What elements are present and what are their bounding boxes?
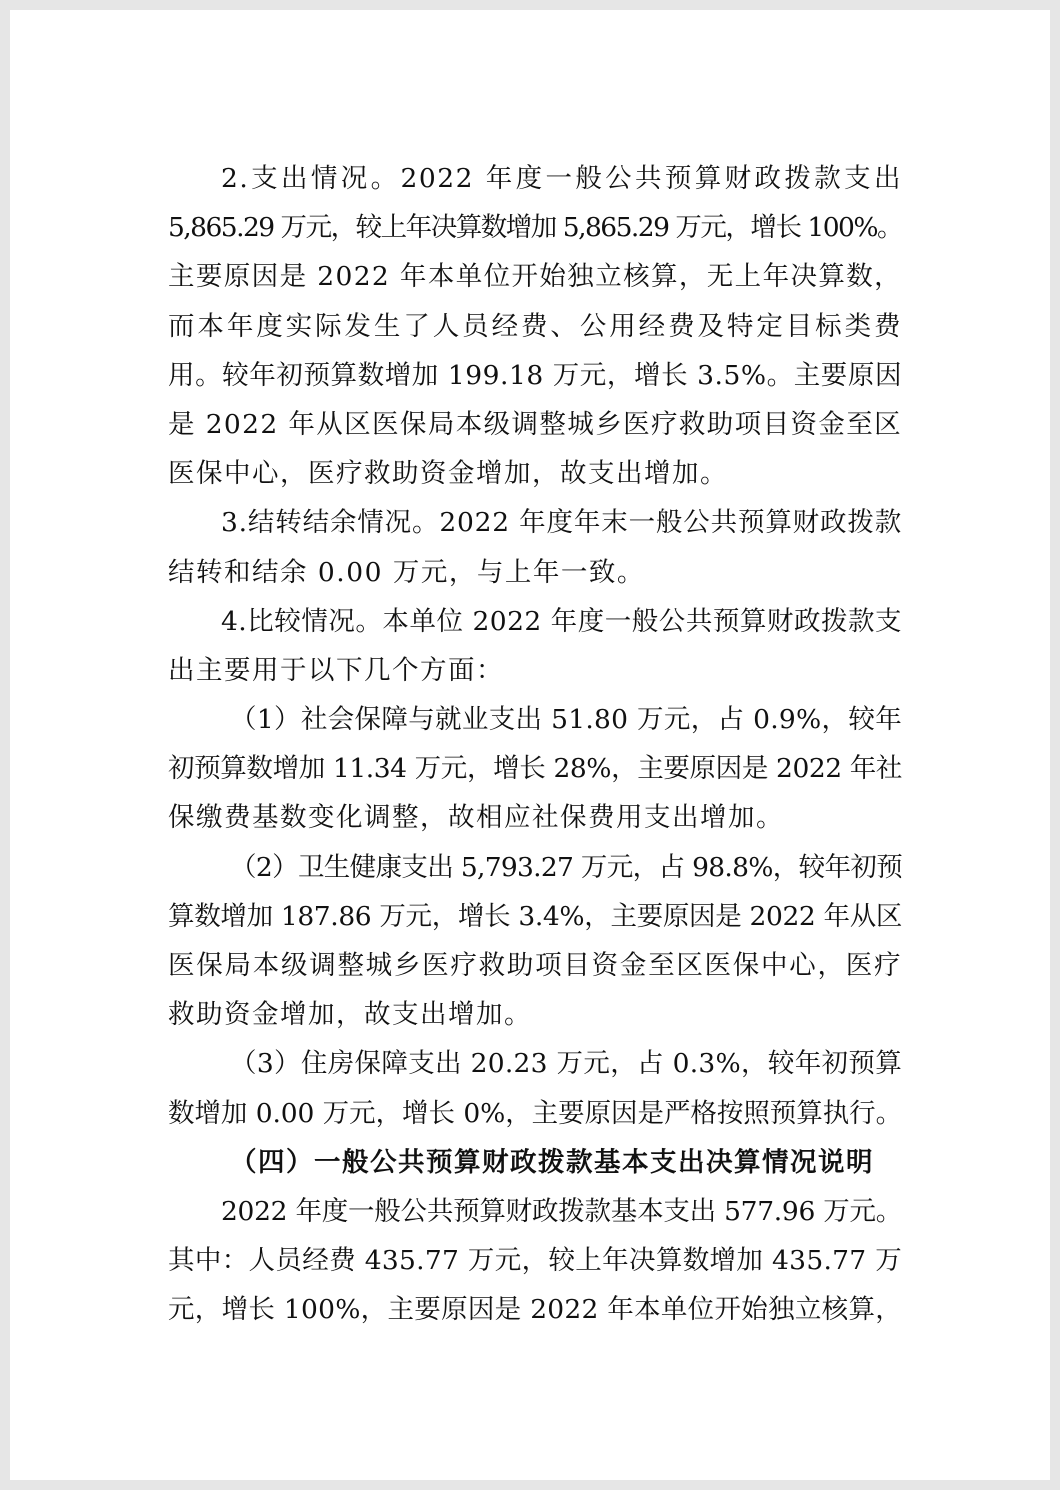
paragraph-expenditure (168, 154, 902, 498)
text-line: 而本年度实际发生了人员经费、公用经费及特定目标类费 (168, 310, 902, 342)
text-line: （1）社会保障与就业支出 51.80 万元，占 0.9%，较年 (230, 704, 902, 736)
text-line: 元，增长 100%，主要原因是 2022 年本单位开始独立核算， (168, 1294, 902, 1326)
text-line: 初预算数增加 11.34 万元，增长 28%，主要原因是 2022 年社 (168, 753, 902, 785)
document-body (168, 154, 902, 1335)
text-line: 数增加 0.00 万元，增长 0%，主要原因是严格按照预算执行。 (168, 1097, 902, 1129)
document-page (10, 10, 1050, 1480)
text-line: 其中：人员经费 435.77 万元，较上年决算数增加 435.77 万 (168, 1245, 902, 1277)
text-line: 算数增加 187.86 万元，增长 3.4%，主要原因是 2022 年从区 (168, 900, 902, 932)
paragraph-item-3 (168, 1039, 902, 1137)
section-heading (168, 1138, 902, 1187)
text-line: 医保中心，医疗救助资金增加，故支出增加。 (168, 458, 728, 490)
text-line: 保缴费基数变化调整，故相应社保费用支出增加。 (168, 802, 784, 834)
text-line: （3）住房保障支出 20.23 万元，占 0.3%，较年初预算 (230, 1048, 902, 1080)
section-title: （四）一般公共预算财政拨款基本支出决算情况说明 (230, 1146, 874, 1178)
text-line: 主要原因是 2022 年本单位开始独立核算，无上年决算数， (168, 261, 902, 293)
text-line: 救助资金增加，故支出增加。 (168, 999, 532, 1031)
paragraph-comparison (168, 597, 902, 695)
text-line: 医保局本级调整城乡医疗救助项目资金至区医保中心，医疗 (168, 950, 902, 981)
text-line: 5,865.29 万元，较上年决算数增加 5,865.29 万元，增长 100%。 (168, 212, 902, 244)
text-line: 出主要用于以下几个方面： (168, 654, 504, 686)
paragraph-item-1 (168, 695, 902, 843)
text-line: （2）卫生健康支出 5,793.27 万元，占 98.8%，较年初预 (230, 851, 902, 883)
paragraph-item-2 (168, 843, 902, 1040)
text-line: 2022 年度一般公共预算财政拨款基本支出 577.96 万元。 (221, 1195, 902, 1227)
text-line: 3.结转结余情况。2022 年度年末一般公共预算财政拨款 (221, 507, 902, 539)
text-line: 是 2022 年从区医保局本级调整城乡医疗救助项目资金至区 (168, 408, 902, 440)
text-line: 4.比较情况。本单位 2022 年度一般公共预算财政拨款支 (221, 605, 902, 637)
text-line: 结转和结余 0.00 万元，与上年一致。 (168, 556, 645, 588)
paragraph-basic-expenditure (168, 1187, 902, 1335)
text-line: 用。较年初预算数增加 199.18 万元，增长 3.5%。主要原因 (168, 359, 902, 391)
paragraph-carryover (168, 498, 902, 596)
text-line: 2.支出情况。2022 年度一般公共预算财政拨款支出 (221, 163, 902, 194)
